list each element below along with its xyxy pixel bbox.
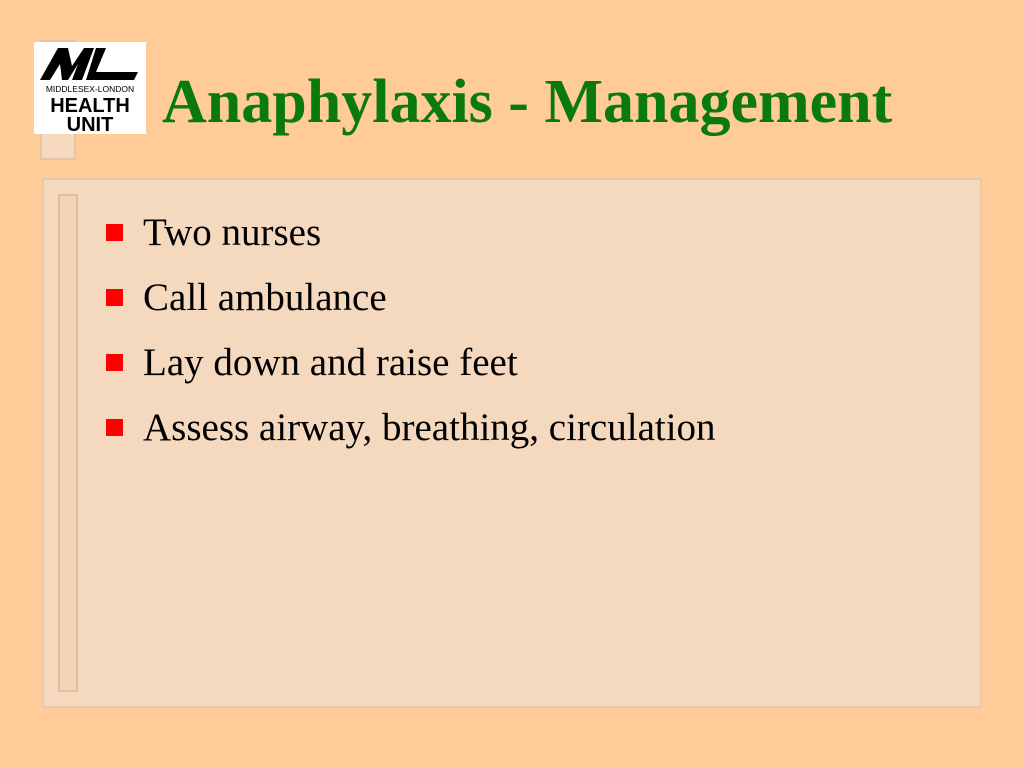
square-bullet-icon xyxy=(106,354,123,371)
logo-line2: HEALTH xyxy=(50,95,130,117)
square-bullet-icon xyxy=(106,224,123,241)
bullet-item xyxy=(106,200,716,265)
square-bullet-icon xyxy=(106,289,123,306)
bullet-text: Assess airway, breathing, circulation xyxy=(143,405,716,449)
bullet-list xyxy=(106,200,716,460)
health-unit-logo xyxy=(34,42,146,134)
decorative-bar-panel xyxy=(58,194,78,692)
bullet-item xyxy=(106,395,716,460)
bullet-text: Call ambulance xyxy=(143,275,387,319)
bullet-text: Lay down and raise feet xyxy=(143,340,518,384)
square-bullet-icon xyxy=(106,419,123,436)
bullet-item xyxy=(106,265,716,330)
bullet-text: Two nurses xyxy=(143,210,322,254)
logo-line3: UNIT xyxy=(66,114,114,134)
bullet-item xyxy=(106,330,716,395)
logo-line1: MIDDLESEX-LONDON xyxy=(45,84,135,94)
slide-title: Anaphylaxis - Management xyxy=(162,68,893,136)
